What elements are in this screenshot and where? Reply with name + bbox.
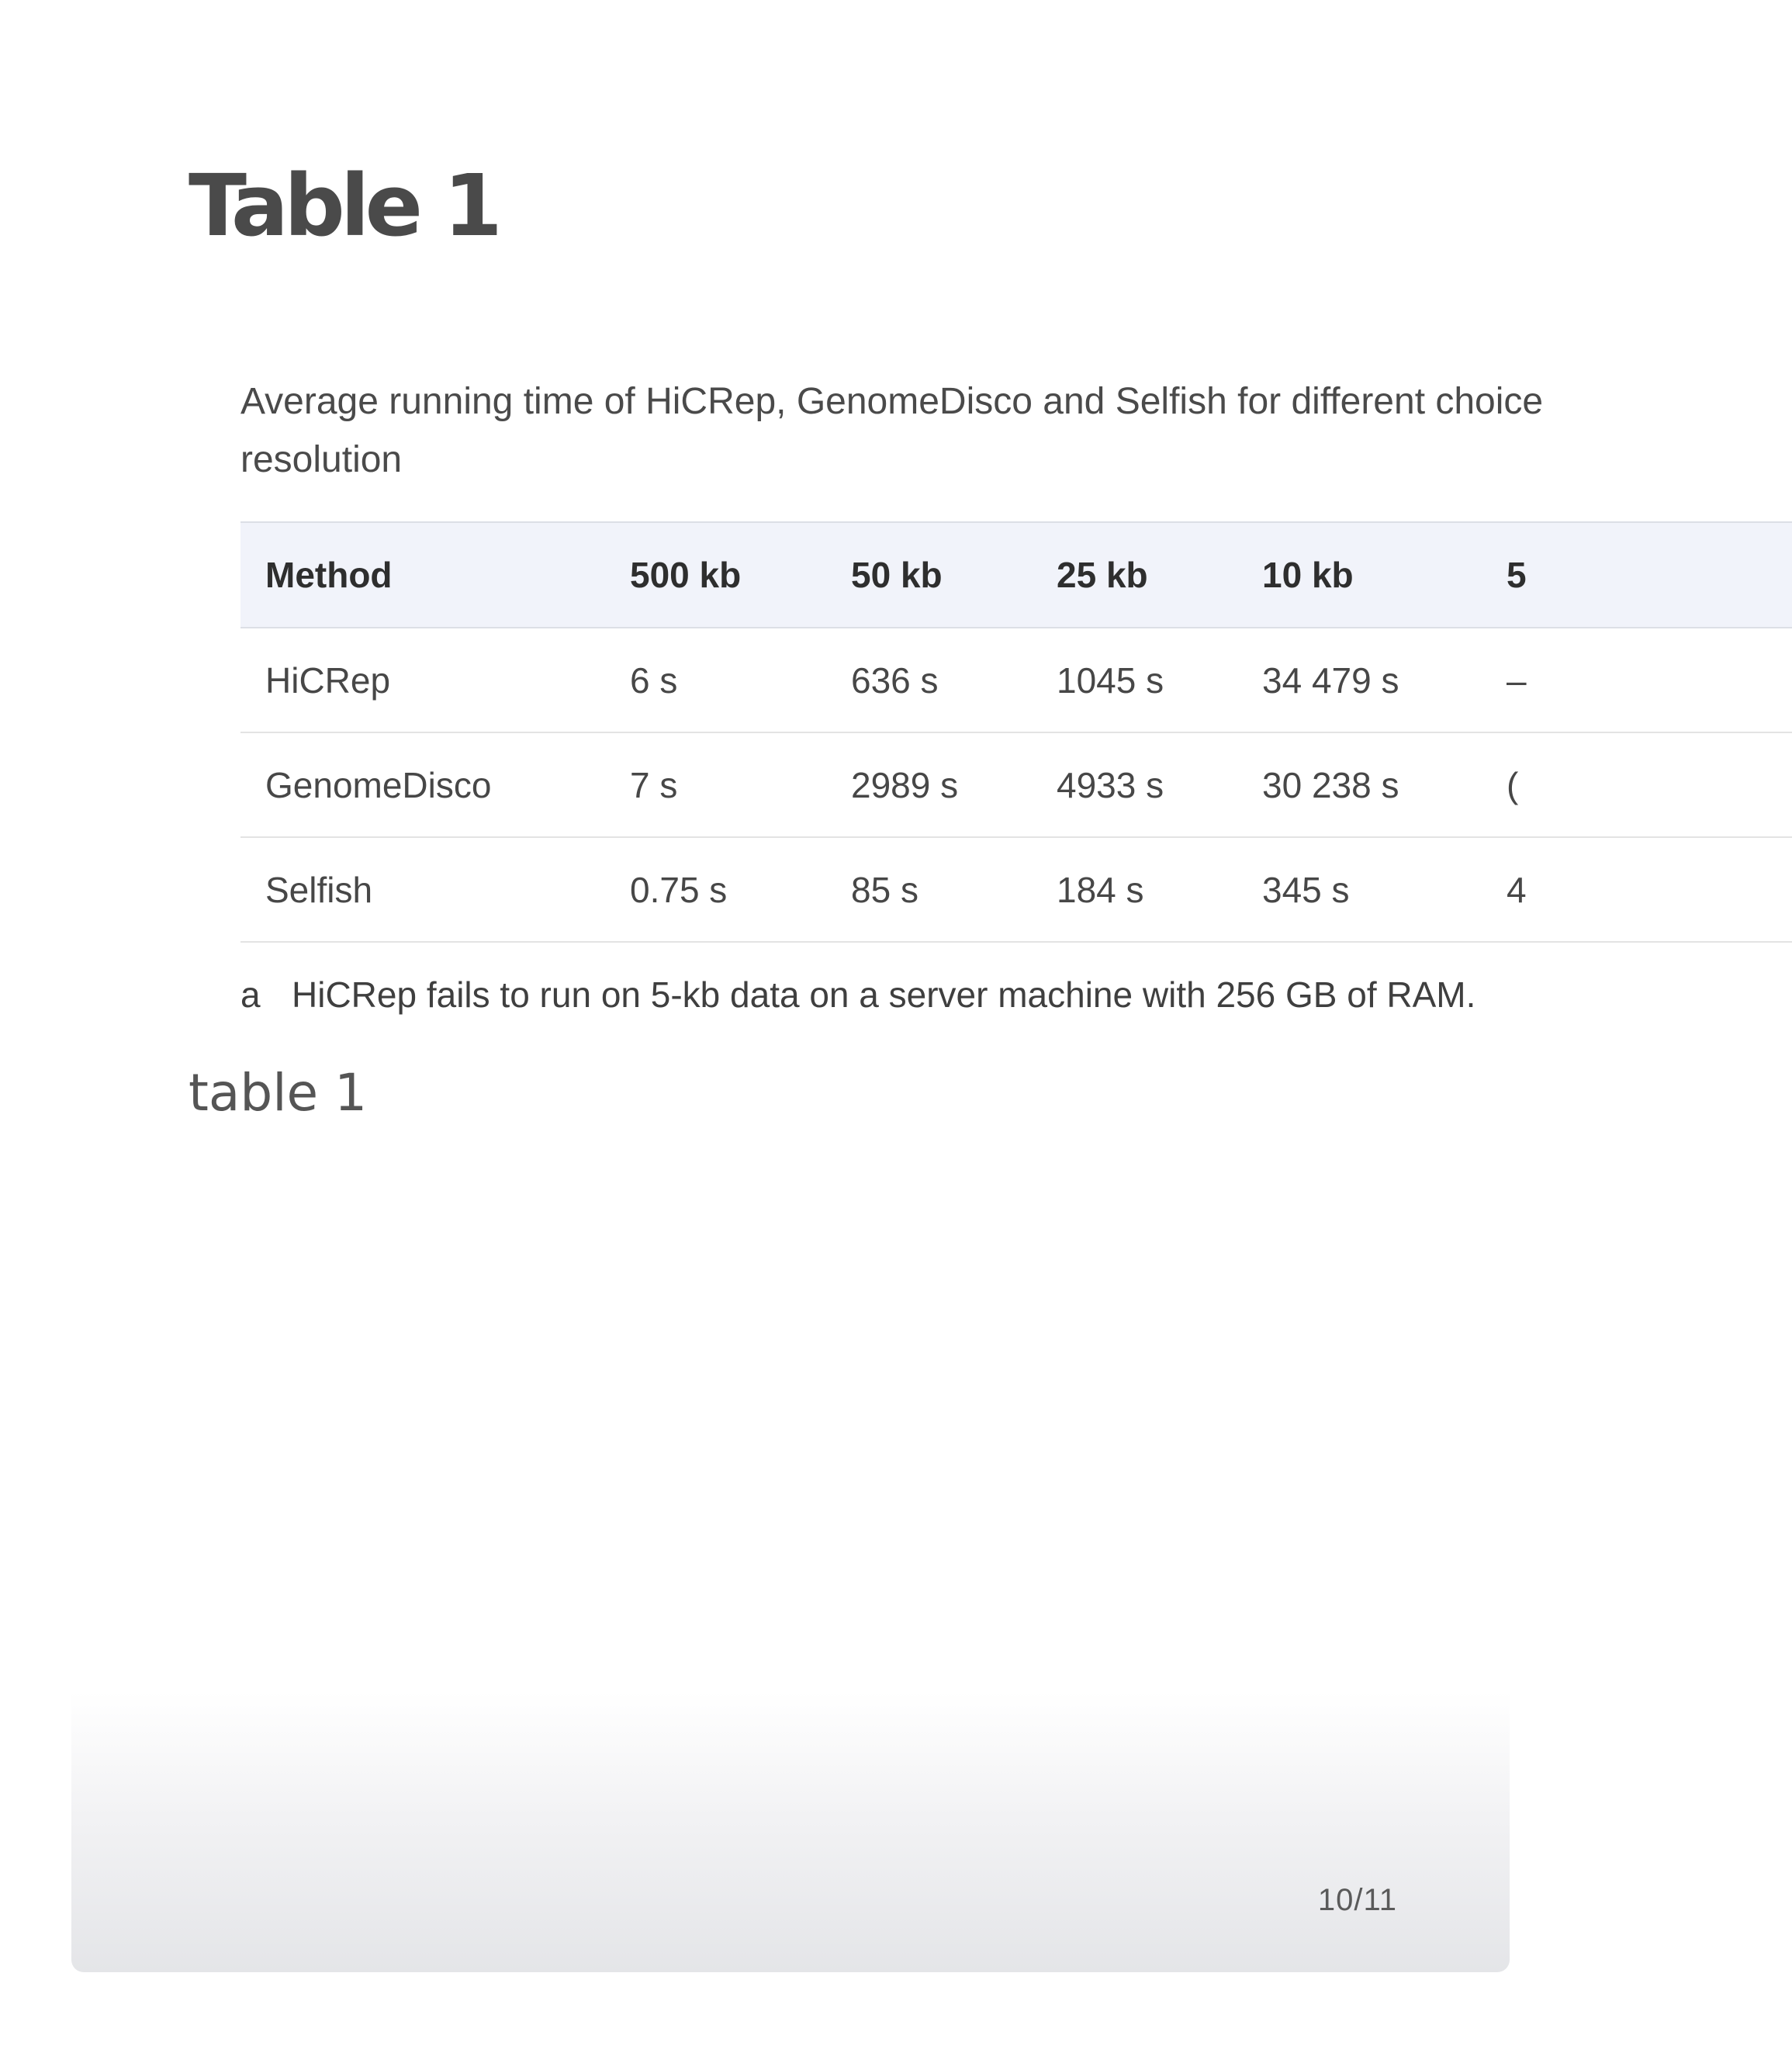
table-cell: 30 238 s [1237,732,1482,837]
table-cell: 4 [1482,837,1792,942]
table-cell: – [1482,628,1792,732]
figure-label: table 1 [189,1063,368,1123]
page-title: Table 1 [189,156,498,255]
header-cell-25kb: 25 kb [1032,522,1237,628]
table-cell: 34 479 s [1237,628,1482,732]
page-indicator: 10/11 [1317,1883,1397,1917]
table-row [240,837,1792,942]
table-cell: Selfish [240,837,605,942]
header-cell-500kb: 500 kb [605,522,826,628]
header-cell-5kb: 5 [1482,522,1792,628]
caption-line-2: resolution [240,439,403,480]
table-row [240,628,1792,732]
table-footnote [240,974,1475,1016]
caption-line-1: Average running time of HiCRep, GenomeDisco and Selfish for different choice [240,381,1544,422]
table-cell: ( [1482,732,1792,837]
header-cell-50kb: 50 kb [826,522,1032,628]
table-cell: GenomeDisco [240,732,605,837]
footnote-marker: a [240,974,261,1015]
table-caption [240,372,1544,489]
table-cell: 1045 s [1032,628,1237,732]
table-cell: 184 s [1032,837,1237,942]
table-cell: 345 s [1237,837,1482,942]
results-table [240,521,1792,943]
table-container[interactable] [240,521,1527,943]
table-cell: 6 s [605,628,826,732]
table-cell: HiCRep [240,628,605,732]
page-footer-bar [71,1691,1510,1972]
header-cell-10kb: 10 kb [1237,522,1482,628]
table-cell: 0.75 s [605,837,826,942]
table-cell: 4933 s [1032,732,1237,837]
table-header-row [240,522,1792,628]
table-cell: 636 s [826,628,1032,732]
table-cell: 7 s [605,732,826,837]
table-cell: 2989 s [826,732,1032,837]
header-cell-method: Method [240,522,605,628]
footnote-text: HiCRep fails to run on 5-kb data on a server machine with 256 GB of RAM. [292,974,1476,1015]
table-row [240,732,1792,837]
table-cell: 85 s [826,837,1032,942]
